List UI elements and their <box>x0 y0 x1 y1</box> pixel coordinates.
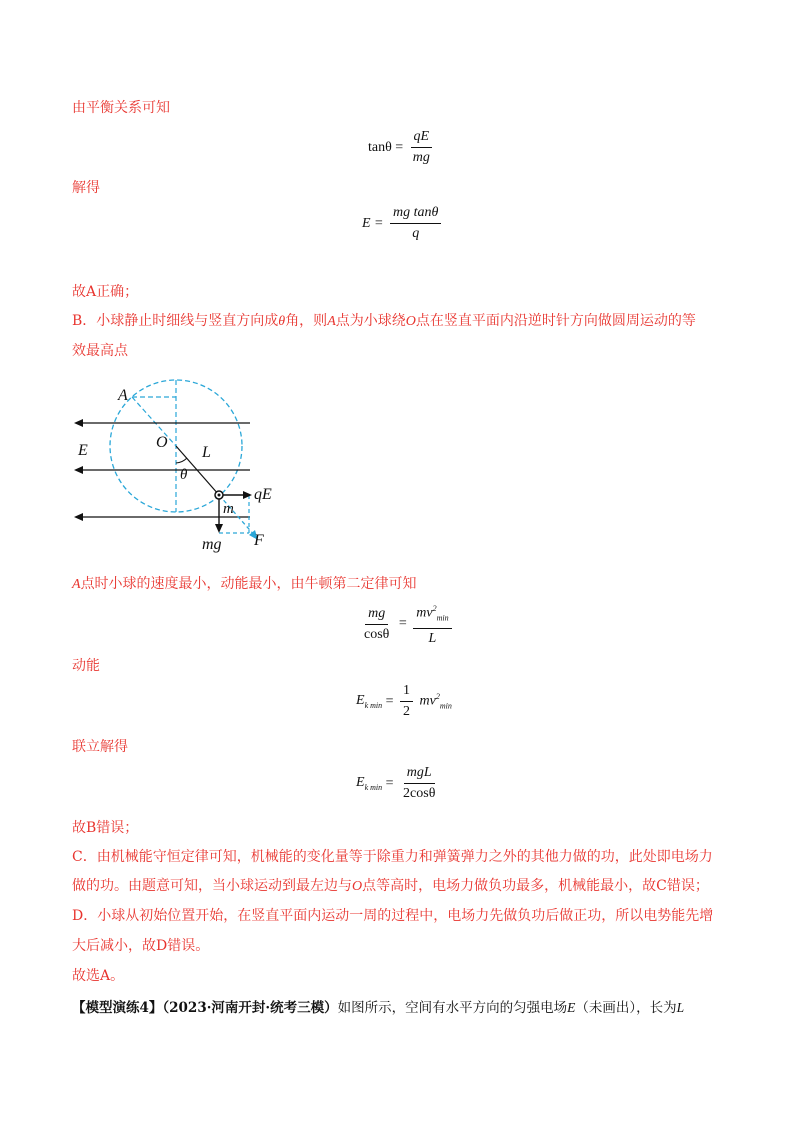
eq4-E: E <box>356 693 365 709</box>
eq4-fraction <box>400 682 413 721</box>
theta-arc <box>176 458 187 463</box>
eq3-sup: 2 <box>432 604 437 613</box>
l4-A: A <box>327 314 336 329</box>
eq1-denominator: mg <box>412 150 430 165</box>
label-F: F <box>254 532 264 549</box>
radius-A-dashed <box>132 397 176 446</box>
eq4-num: 1 <box>400 682 413 702</box>
text-line-15 <box>72 998 684 1018</box>
text-line-5: 效最高点 <box>72 343 128 359</box>
l15-part-b: （未画出），长为 <box>575 1000 677 1016</box>
eq1-lhs: tanθ = <box>368 139 404 155</box>
eq3-left-fraction <box>361 605 392 644</box>
l15-E: E <box>567 1000 576 1015</box>
eq3-right-num <box>413 600 451 629</box>
l15-L: L <box>676 1000 685 1015</box>
l4-part-a: B．小球静止时细线与竖直方向成 <box>72 313 279 329</box>
l15-heading: 【模型演练4】（2023·河南开封·统考三模） <box>72 1000 338 1016</box>
eq3-right-fraction <box>413 600 451 648</box>
eq2-lhs: E = <box>362 215 384 231</box>
l4-part-c: 点为小球绕 <box>335 313 406 329</box>
eq3-left-den: cosθ <box>364 626 390 642</box>
eq5-den: 2cosθ <box>403 786 436 801</box>
force-mg-arrow <box>215 524 223 533</box>
field-arrow-3 <box>74 513 83 521</box>
l6-text: 点时小球的速度最小，动能最小，由牛顿第二定律可知 <box>80 576 417 592</box>
text-line-12: D．小球从初始位置开始，在竖直平面内运动一周的过程中，电场力先做负功后做正功，所以电势能先增 <box>72 908 714 924</box>
equation-kinetic <box>356 682 452 721</box>
text-line-11 <box>72 876 709 897</box>
physics-diagram <box>70 375 280 555</box>
eq3-right-den: L <box>428 631 437 647</box>
label-theta: θ <box>180 467 188 483</box>
label-A: A <box>118 387 128 404</box>
text-line-3: 故A正确； <box>72 284 139 300</box>
eq5-equals: = <box>385 775 394 791</box>
equation-result <box>356 764 441 803</box>
equation-tan-theta <box>368 128 436 167</box>
eq4-sup: 2 <box>435 692 440 702</box>
text-line-7: 动能 <box>72 658 100 674</box>
eq3-equals: = <box>398 616 407 632</box>
eq5-E: E <box>356 775 365 791</box>
text-line-13: 大后减小，故D错误。 <box>72 938 210 954</box>
eq4-rhs <box>420 692 452 710</box>
eq5-lhs <box>356 775 382 792</box>
eq1-fraction <box>410 128 433 167</box>
equation-E <box>362 204 444 243</box>
text-line-9: 故B错误； <box>72 820 139 836</box>
eq4-sub: k min <box>364 700 383 710</box>
label-O: O <box>156 434 168 451</box>
force-qE-arrow <box>243 491 252 499</box>
eq2-fraction <box>390 204 441 243</box>
eq3-sub: min <box>436 613 449 623</box>
l6-A: A <box>72 577 81 592</box>
eq3-mv: mv <box>416 605 433 621</box>
eq2-numerator: mg tanθ <box>390 204 441 224</box>
eq4-equals: = <box>385 693 394 709</box>
l4-theta: θ <box>278 314 286 329</box>
l4-part-d: 点在竖直平面内沿逆时针方向做圆周运动的等 <box>415 313 696 329</box>
eq5-fraction <box>400 764 438 803</box>
text-line-2: 解得 <box>72 180 100 196</box>
label-mg: mg <box>202 536 222 553</box>
label-qE: qE <box>254 486 272 503</box>
l11-part-b: 点等高时，电场力做负功最多，机械能最小，故C错误； <box>362 878 709 894</box>
eq4-rhs-sub: min <box>439 701 452 711</box>
eq1-numerator: qE <box>411 128 433 148</box>
ball-center <box>218 494 221 497</box>
label-m: m <box>223 501 234 517</box>
text-line-14: 故选A。 <box>72 968 125 984</box>
eq5-num: mgL <box>404 764 435 784</box>
text-line-4 <box>72 311 696 332</box>
eq4-mv: mv <box>419 693 436 709</box>
text-line-1: 由平衡关系可知 <box>72 100 170 116</box>
label-L: L <box>202 444 211 461</box>
field-arrow-2 <box>74 466 83 474</box>
eq4-den: 2 <box>403 704 411 719</box>
field-arrow-1 <box>74 419 83 427</box>
l4-O: O <box>405 314 416 329</box>
equation-newton <box>358 600 455 648</box>
text-line-10: C．由机械能守恒定律可知，机械能的变化量等于除重力和弹簧弹力之外的其他力做的功，此处即电场力 <box>72 849 713 865</box>
eq3-left-num: mg <box>365 605 388 625</box>
eq4-lhs <box>356 693 382 710</box>
eq5-sub: k min <box>364 782 383 792</box>
l11-part-a: 做的功。由题意可知，当小球运动到最左边与 <box>72 878 352 894</box>
text-line-8: 联立解得 <box>72 739 128 755</box>
l15-part-a: 如图所示，空间有水平方向的匀强电场 <box>337 1000 568 1016</box>
l11-O: O <box>352 879 363 894</box>
eq2-denominator: q <box>412 226 420 241</box>
text-line-6 <box>72 574 417 595</box>
label-E: E <box>78 442 88 459</box>
l4-part-b: 角，则 <box>285 313 328 329</box>
